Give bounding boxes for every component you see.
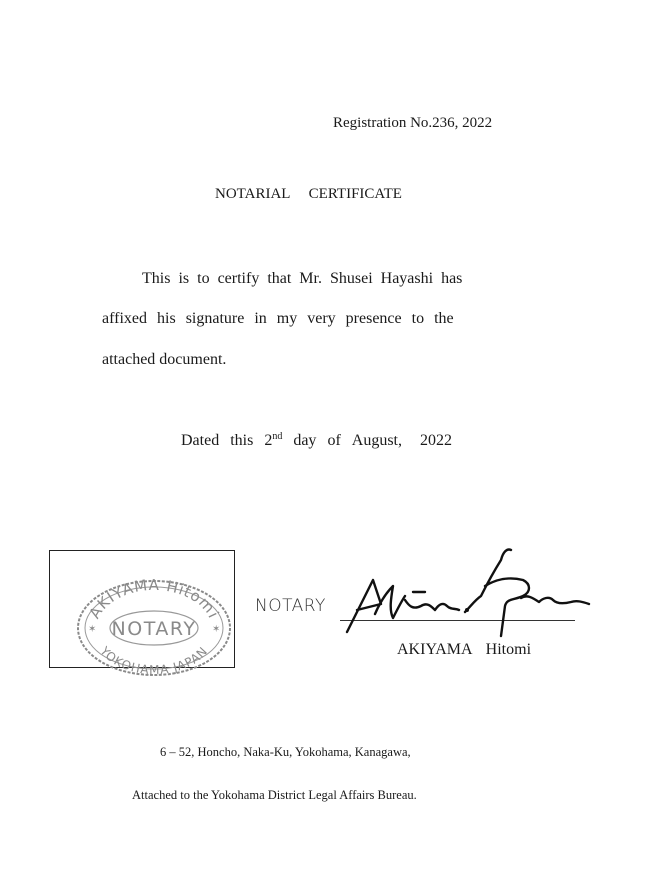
seal-top-text: AKIYAMA Hitomi [85, 578, 223, 622]
seal-bottom-text: YOKOHAMA JAPAN [97, 643, 211, 678]
certificate-body-line-3: attached document. [102, 351, 227, 368]
day-suffix: nd [272, 431, 283, 442]
day-number: 2 [264, 432, 273, 449]
notary-name: AKIYAMA Hitomi [397, 641, 532, 658]
this-word: this [230, 432, 254, 449]
day-ordinal [264, 431, 282, 450]
certificate-body-line-1: This is to certify that Mr. Shusei Hayashi has [142, 270, 463, 287]
seal-center-text: NOTARY [111, 618, 197, 640]
certificate-body-line-2: affixed his signature in my very presence to the [102, 310, 454, 327]
svg-text:AKIYAMA Hitomi [85, 578, 222, 622]
date-line [181, 431, 452, 450]
dated-word: Dated [181, 432, 220, 449]
of-word: of [327, 432, 341, 449]
seal-star-right: ✶ [212, 624, 221, 635]
registration-number: Registration No.236, 2022 [333, 115, 493, 131]
month: August, [351, 432, 402, 449]
address-line-2: Attached to the Yokohama District Legal Affairs Bureau. [132, 788, 417, 802]
notary-seal-stamp [74, 578, 234, 678]
notary-label: NOTARY [255, 596, 326, 616]
year: 2022 [420, 432, 452, 449]
seal-star-left: ✶ [88, 624, 97, 635]
signature-text: Akiyama [335, 540, 339, 541]
certificate-title: NOTARIAL CERTIFICATE [215, 186, 402, 202]
address-line-1: 6 – 52, Honcho, Naka-Ku, Yokohama, Kanagawa, [160, 745, 411, 759]
handwritten-signature [335, 540, 595, 650]
svg-text:YOKOHAMA JAPAN [97, 643, 211, 677]
day-word: day [293, 432, 317, 449]
